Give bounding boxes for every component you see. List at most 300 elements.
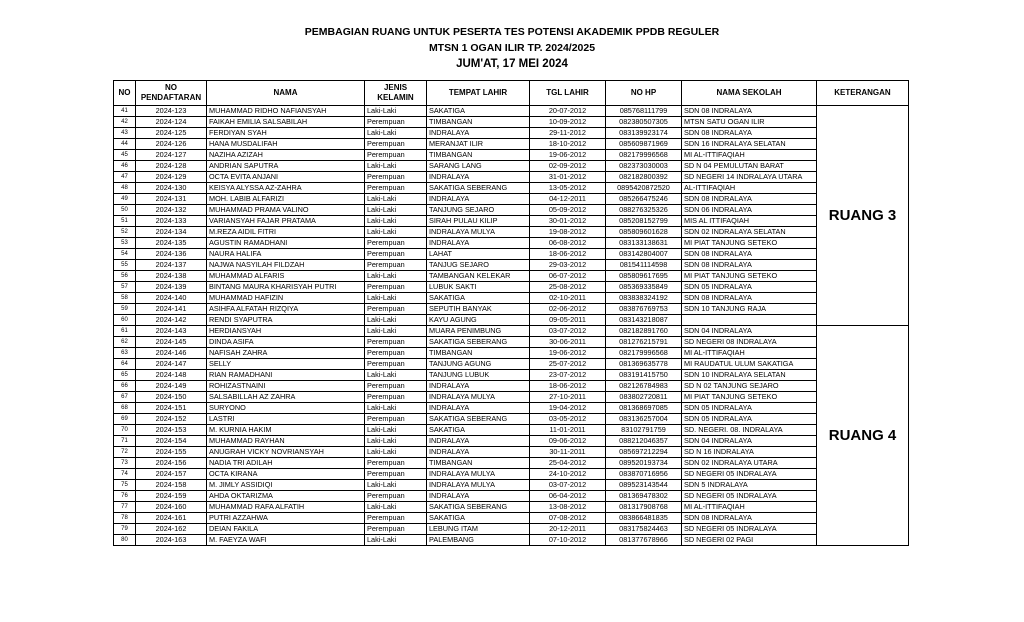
cell-nama: BINTANG MAURA KHARISYAH PUTRI [207, 282, 365, 293]
table-row [114, 414, 909, 425]
cell-jenis-kelamin: Perempuan [365, 304, 427, 315]
cell-nama: DINDA ASIFA [207, 337, 365, 348]
cell-nama-sekolah: SD N 02 TANJUNG SEJARO [682, 381, 817, 392]
cell-tgl-lahir: 05-09-2012 [530, 205, 606, 216]
table-row [114, 260, 909, 271]
cell-tgl-lahir: 29-11-2012 [530, 128, 606, 139]
cell-nama-sekolah: MI RAUDATUL ULUM SAKATIGA [682, 359, 817, 370]
cell-tgl-lahir: 20-12-2011 [530, 524, 606, 535]
cell-tgl-lahir: 30-01-2012 [530, 216, 606, 227]
cell-tgl-lahir: 09-06-2012 [530, 436, 606, 447]
cell-no-hp: 082179996568 [606, 150, 682, 161]
cell-nama-sekolah: SD NEGERI 05 INDRALAYA [682, 524, 817, 535]
cell-no-pendaftaran: 2024-124 [136, 117, 207, 128]
cell-jenis-kelamin: Laki-Laki [365, 293, 427, 304]
cell-tempat-lahir: TANJUNG AGUNG [427, 359, 530, 370]
cell-no-hp: 083143218087 [606, 315, 682, 326]
cell-no-hp: 083838324192 [606, 293, 682, 304]
cell-nama: ASIHFA ALFATAH RIZQIYA [207, 304, 365, 315]
cell-no-hp: 081317908768 [606, 502, 682, 513]
table-row [114, 491, 909, 502]
header-jenis-kelamin: JENIS KELAMIN [365, 81, 427, 106]
cell-nama: M. JIMLY ASSIDIQI [207, 480, 365, 491]
table-row [114, 337, 909, 348]
cell-nama: MUHAMMAD HAFIZIN [207, 293, 365, 304]
cell-no: 76 [114, 491, 136, 502]
cell-no-pendaftaran: 2024-127 [136, 150, 207, 161]
cell-nama-sekolah: SD NEGERI 05 INDRALAYA [682, 469, 817, 480]
cell-no: 68 [114, 403, 136, 414]
cell-tempat-lahir: TIMBANGAN [427, 150, 530, 161]
cell-no-hp: 083175824463 [606, 524, 682, 535]
cell-tempat-lahir: LEBUNG ITAM [427, 524, 530, 535]
cell-tgl-lahir: 11-01-2011 [530, 425, 606, 436]
cell-tgl-lahir: 18-06-2012 [530, 381, 606, 392]
cell-tgl-lahir: 04-12-2011 [530, 194, 606, 205]
cell-tgl-lahir: 03-05-2012 [530, 414, 606, 425]
cell-no-pendaftaran: 2024-156 [136, 458, 207, 469]
cell-jenis-kelamin: Perempuan [365, 172, 427, 183]
cell-nama: FERDIYAN SYAH [207, 128, 365, 139]
cell-no-pendaftaran: 2024-155 [136, 447, 207, 458]
cell-no: 57 [114, 282, 136, 293]
cell-tgl-lahir: 02-09-2012 [530, 161, 606, 172]
cell-no-hp: 082179996568 [606, 348, 682, 359]
cell-jenis-kelamin: Perempuan [365, 381, 427, 392]
table-row [114, 381, 909, 392]
cell-jenis-kelamin: Perempuan [365, 359, 427, 370]
cell-jenis-kelamin: Laki-Laki [365, 227, 427, 238]
cell-no-pendaftaran: 2024-162 [136, 524, 207, 535]
cell-tgl-lahir: 19-06-2012 [530, 150, 606, 161]
cell-nama-sekolah: MI PIAT TANJUNG SETEKO [682, 392, 817, 403]
cell-jenis-kelamin: Perempuan [365, 491, 427, 502]
cell-no: 61 [114, 326, 136, 337]
cell-no: 59 [114, 304, 136, 315]
cell-no: 69 [114, 414, 136, 425]
cell-nama: MUHAMMAD RAYHAN [207, 436, 365, 447]
cell-no: 53 [114, 238, 136, 249]
cell-no: 73 [114, 458, 136, 469]
cell-jenis-kelamin: Perempuan [365, 183, 427, 194]
cell-tgl-lahir: 06-07-2012 [530, 271, 606, 282]
cell-jenis-kelamin: Perempuan [365, 260, 427, 271]
cell-no-pendaftaran: 2024-136 [136, 249, 207, 260]
table-row [114, 282, 909, 293]
cell-tgl-lahir: 02-10-2011 [530, 293, 606, 304]
cell-tempat-lahir: TANJUNG LUBUK [427, 370, 530, 381]
cell-no-hp: 081368697085 [606, 403, 682, 414]
cell-no-hp: 085809601628 [606, 227, 682, 238]
room-label: RUANG 4 [817, 326, 909, 546]
cell-no-pendaftaran: 2024-152 [136, 414, 207, 425]
cell-nama: RIAN RAMADHANI [207, 370, 365, 381]
cell-no-hp: 088276325326 [606, 205, 682, 216]
table-row [114, 315, 909, 326]
cell-nama-sekolah: SD N 16 INDRALAYA [682, 447, 817, 458]
cell-no-hp: 082380507305 [606, 117, 682, 128]
cell-nama-sekolah: SDN 16 INDRALAYA SELATAN [682, 139, 817, 150]
cell-tempat-lahir: INDRALAYA [427, 238, 530, 249]
cell-no: 74 [114, 469, 136, 480]
cell-no-pendaftaran: 2024-160 [136, 502, 207, 513]
cell-tgl-lahir: 30-11-2011 [530, 447, 606, 458]
cell-jenis-kelamin: Perempuan [365, 469, 427, 480]
cell-jenis-kelamin: Laki-Laki [365, 216, 427, 227]
cell-nama: ANDRIAN SAPUTRA [207, 161, 365, 172]
cell-nama-sekolah: MI PIAT TANJUNG SETEKO [682, 238, 817, 249]
cell-no-pendaftaran: 2024-132 [136, 205, 207, 216]
cell-no-hp: 085208152799 [606, 216, 682, 227]
cell-tempat-lahir: KAYU AGUNG [427, 315, 530, 326]
cell-tgl-lahir: 13-05-2012 [530, 183, 606, 194]
cell-nama-sekolah: MI AL-ITTIFAQIAH [682, 502, 817, 513]
cell-tempat-lahir: TANJUG SEJARO [427, 260, 530, 271]
cell-nama: SELLY [207, 359, 365, 370]
cell-no: 62 [114, 337, 136, 348]
cell-no-hp: 083142804007 [606, 249, 682, 260]
table-body [114, 106, 909, 546]
cell-nama-sekolah: AL-ITTIFAQIAH [682, 183, 817, 194]
cell-no-hp: 089523143544 [606, 480, 682, 491]
cell-jenis-kelamin: Perempuan [365, 249, 427, 260]
cell-tgl-lahir: 18-10-2012 [530, 139, 606, 150]
cell-no-pendaftaran: 2024-159 [136, 491, 207, 502]
cell-nama: ROHIZASTNAINI [207, 381, 365, 392]
cell-no: 46 [114, 161, 136, 172]
cell-nama-sekolah: SDN 02 INDRALAYA UTARA [682, 458, 817, 469]
cell-jenis-kelamin: Perempuan [365, 392, 427, 403]
cell-no-hp: 088212046357 [606, 436, 682, 447]
cell-tempat-lahir: SEPUTIH BANYAK [427, 304, 530, 315]
cell-no-hp: 082182891760 [606, 326, 682, 337]
cell-tgl-lahir: 27-10-2011 [530, 392, 606, 403]
cell-jenis-kelamin: Perempuan [365, 337, 427, 348]
cell-nama: ANUGRAH VICKY NOVRIANSYAH [207, 447, 365, 458]
cell-jenis-kelamin: Laki-Laki [365, 106, 427, 117]
room-label: RUANG 3 [817, 106, 909, 326]
cell-tempat-lahir: SAKATIGA [427, 425, 530, 436]
cell-nama-sekolah [682, 315, 817, 326]
cell-jenis-kelamin: Laki-Laki [365, 447, 427, 458]
cell-no: 70 [114, 425, 136, 436]
table-row [114, 480, 909, 491]
cell-tempat-lahir: INDRALAYA [427, 381, 530, 392]
cell-no-pendaftaran: 2024-158 [136, 480, 207, 491]
cell-no-pendaftaran: 2024-157 [136, 469, 207, 480]
cell-nama: MUHAMMAD RAFA ALFATIH [207, 502, 365, 513]
table-row [114, 205, 909, 216]
cell-no-pendaftaran: 2024-154 [136, 436, 207, 447]
table-row [114, 172, 909, 183]
cell-no-pendaftaran: 2024-145 [136, 337, 207, 348]
header-tempat-lahir: TEMPAT LAHIR [427, 81, 530, 106]
title-line-3: JUM'AT, 17 MEI 2024 [456, 58, 568, 70]
cell-jenis-kelamin: Laki-Laki [365, 403, 427, 414]
cell-no: 42 [114, 117, 136, 128]
cell-no-hp: 083866481835 [606, 513, 682, 524]
cell-jenis-kelamin: Laki-Laki [365, 194, 427, 205]
table-row [114, 370, 909, 381]
table-row [114, 359, 909, 370]
cell-jenis-kelamin: Perempuan [365, 414, 427, 425]
cell-no-pendaftaran: 2024-143 [136, 326, 207, 337]
cell-no: 63 [114, 348, 136, 359]
header-no: NO [114, 81, 136, 106]
cell-jenis-kelamin: Perempuan [365, 150, 427, 161]
cell-nama: NAZIHA AZIZAH [207, 150, 365, 161]
cell-no-hp: 083139923174 [606, 128, 682, 139]
table-row [114, 106, 909, 117]
cell-tempat-lahir: SAKATIGA [427, 293, 530, 304]
cell-no-hp: 083136257004 [606, 414, 682, 425]
table-row [114, 216, 909, 227]
cell-no-pendaftaran: 2024-129 [136, 172, 207, 183]
cell-nama: NAURA HALIFA [207, 249, 365, 260]
cell-jenis-kelamin: Perempuan [365, 513, 427, 524]
cell-tgl-lahir: 02-06-2012 [530, 304, 606, 315]
cell-tempat-lahir: SAKATIGA SEBERANG [427, 414, 530, 425]
cell-tempat-lahir: INDRALAYA [427, 436, 530, 447]
cell-tempat-lahir: INDRALAYA MULYA [427, 227, 530, 238]
cell-no: 58 [114, 293, 136, 304]
cell-no-hp: 085266475246 [606, 194, 682, 205]
cell-no: 41 [114, 106, 136, 117]
cell-tempat-lahir: TIMBANGAN [427, 348, 530, 359]
cell-no-hp: 081377678966 [606, 535, 682, 546]
table-row [114, 392, 909, 403]
cell-no-pendaftaran: 2024-125 [136, 128, 207, 139]
cell-tempat-lahir: TIMBANGAN [427, 458, 530, 469]
cell-no-pendaftaran: 2024-130 [136, 183, 207, 194]
cell-no-hp: 089520193734 [606, 458, 682, 469]
cell-no: 48 [114, 183, 136, 194]
cell-tempat-lahir: INDRALAYA [427, 172, 530, 183]
document-title [0, 24, 1024, 72]
header-keterangan: KETERANGAN [817, 81, 909, 106]
cell-no-hp: 082182800392 [606, 172, 682, 183]
cell-tgl-lahir: 06-08-2012 [530, 238, 606, 249]
cell-no-pendaftaran: 2024-134 [136, 227, 207, 238]
table-row [114, 150, 909, 161]
cell-no-pendaftaran: 2024-151 [136, 403, 207, 414]
cell-tgl-lahir: 30-06-2011 [530, 337, 606, 348]
cell-nama: SURYONO [207, 403, 365, 414]
cell-no-hp: 083191415750 [606, 370, 682, 381]
cell-jenis-kelamin: Perempuan [365, 524, 427, 535]
cell-tempat-lahir: PALEMBANG [427, 535, 530, 546]
table-row [114, 425, 909, 436]
table-row [114, 183, 909, 194]
cell-nama-sekolah: SDN 05 INDRALAYA [682, 414, 817, 425]
cell-nama: MUHAMMAD RIDHO NAFIANSYAH [207, 106, 365, 117]
cell-nama-sekolah: MI AL-ITTIFAQIAH [682, 150, 817, 161]
cell-no-pendaftaran: 2024-140 [136, 293, 207, 304]
cell-no-pendaftaran: 2024-131 [136, 194, 207, 205]
cell-no-hp: 081276215791 [606, 337, 682, 348]
cell-nama: LASTRI [207, 414, 365, 425]
cell-no: 55 [114, 260, 136, 271]
table-row [114, 535, 909, 546]
table-row [114, 128, 909, 139]
header-tgl-lahir: TGL LAHIR [530, 81, 606, 106]
cell-nama: RENDI SYAPUTRA [207, 315, 365, 326]
table-row [114, 304, 909, 315]
cell-jenis-kelamin: Laki-Laki [365, 128, 427, 139]
header-no-pendaftaran: NO PENDAFTARAN [136, 81, 207, 106]
cell-jenis-kelamin: Perempuan [365, 117, 427, 128]
cell-no-hp: 083802720811 [606, 392, 682, 403]
cell-no-pendaftaran: 2024-141 [136, 304, 207, 315]
cell-nama-sekolah: SDN 08 INDRALAYA [682, 194, 817, 205]
cell-tempat-lahir: INDRALAYA [427, 128, 530, 139]
cell-jenis-kelamin: Laki-Laki [365, 161, 427, 172]
cell-tgl-lahir: 07-08-2012 [530, 513, 606, 524]
cell-no: 66 [114, 381, 136, 392]
table-row [114, 194, 909, 205]
cell-nama: M.REZA AIDIL FITRI [207, 227, 365, 238]
cell-nama-sekolah: SDN 10 TANJUNG RAJA [682, 304, 817, 315]
cell-no-hp: 081369635778 [606, 359, 682, 370]
cell-no-hp: 085369335849 [606, 282, 682, 293]
cell-tgl-lahir: 25-07-2012 [530, 359, 606, 370]
table-row [114, 227, 909, 238]
cell-tempat-lahir: SARANG LANG [427, 161, 530, 172]
cell-nama: OCTA KIRANA [207, 469, 365, 480]
cell-nama-sekolah: SDN 04 INDRALAYA [682, 436, 817, 447]
cell-nama: OCTA EVITA ANJANI [207, 172, 365, 183]
cell-jenis-kelamin: Perempuan [365, 458, 427, 469]
header-no-hp: NO HP [606, 81, 682, 106]
cell-nama: NAFISAH ZAHRA [207, 348, 365, 359]
cell-nama-sekolah: MI AL-ITTIFAQIAH [682, 348, 817, 359]
cell-tgl-lahir: 13-08-2012 [530, 502, 606, 513]
cell-nama-sekolah: SDN 02 INDRALAYA SELATAN [682, 227, 817, 238]
title-line-1: PEMBAGIAN RUANG UNTUK PESERTA TES POTENSI AKADEMIK PPDB REGULER [304, 26, 720, 38]
cell-nama-sekolah: SDN 05 INDRALAYA [682, 403, 817, 414]
cell-nama-sekolah: SDN 04 INDRALAYA [682, 326, 817, 337]
cell-no: 72 [114, 447, 136, 458]
cell-nama-sekolah: MIS AL ITTIFAQIAH [682, 216, 817, 227]
cell-tempat-lahir: TIMBANGAN [427, 117, 530, 128]
table-row [114, 502, 909, 513]
cell-no-pendaftaran: 2024-147 [136, 359, 207, 370]
cell-no: 71 [114, 436, 136, 447]
cell-no: 45 [114, 150, 136, 161]
cell-no: 54 [114, 249, 136, 260]
cell-no-pendaftaran: 2024-128 [136, 161, 207, 172]
table-row [114, 161, 909, 172]
cell-tempat-lahir: SAKATIGA SEBERANG [427, 337, 530, 348]
cell-jenis-kelamin: Perempuan [365, 238, 427, 249]
cell-no-pendaftaran: 2024-126 [136, 139, 207, 150]
cell-jenis-kelamin: Laki-Laki [365, 326, 427, 337]
cell-jenis-kelamin: Laki-Laki [365, 271, 427, 282]
cell-no-hp: 085809617695 [606, 271, 682, 282]
title-line-2: MTSN 1 OGAN ILIR TP. 2024/2025 [428, 42, 596, 54]
cell-nama: AHDA OKTARIZMA [207, 491, 365, 502]
cell-jenis-kelamin: Laki-Laki [365, 502, 427, 513]
cell-tgl-lahir: 23-07-2012 [530, 370, 606, 381]
cell-tempat-lahir: MERANJAT ILIR [427, 139, 530, 150]
cell-tempat-lahir: INDRALAYA MULYA [427, 469, 530, 480]
cell-no: 79 [114, 524, 136, 535]
cell-no: 52 [114, 227, 136, 238]
cell-nama: PUTRI AZZAHWA [207, 513, 365, 524]
cell-no-pendaftaran: 2024-137 [136, 260, 207, 271]
cell-tgl-lahir: 29-03-2012 [530, 260, 606, 271]
cell-nama: M. KURNIA HAKIM [207, 425, 365, 436]
cell-nama: VARIANSYAH FAJAR PRATAMA [207, 216, 365, 227]
cell-no: 43 [114, 128, 136, 139]
cell-jenis-kelamin: Laki-Laki [365, 436, 427, 447]
cell-no-pendaftaran: 2024-148 [136, 370, 207, 381]
cell-no: 67 [114, 392, 136, 403]
cell-tgl-lahir: 24-10-2012 [530, 469, 606, 480]
cell-nama: SALSABILLAH AZ ZAHRA [207, 392, 365, 403]
table-row [114, 249, 909, 260]
cell-nama: MOH. LABIB ALFARIZI [207, 194, 365, 205]
cell-jenis-kelamin: Laki-Laki [365, 425, 427, 436]
table-row [114, 447, 909, 458]
table-row [114, 436, 909, 447]
table-row [114, 271, 909, 282]
cell-no-pendaftaran: 2024-149 [136, 381, 207, 392]
cell-nama: NADIA TRI ADILAH [207, 458, 365, 469]
cell-jenis-kelamin: Laki-Laki [365, 480, 427, 491]
cell-nama-sekolah: MTSN SATU OGAN ILIR [682, 117, 817, 128]
cell-tgl-lahir: 25-04-2012 [530, 458, 606, 469]
cell-tempat-lahir: SIRAH PULAU KILIP [427, 216, 530, 227]
cell-no: 44 [114, 139, 136, 150]
cell-nama: MUHAMMAD PRAMA VALINO [207, 205, 365, 216]
cell-nama: AGUSTIN RAMADHANI [207, 238, 365, 249]
cell-tempat-lahir: TAMBANGAN KELEKAR [427, 271, 530, 282]
cell-tempat-lahir: INDRALAYA [427, 403, 530, 414]
cell-tgl-lahir: 06-04-2012 [530, 491, 606, 502]
cell-no: 60 [114, 315, 136, 326]
cell-nama: HERDIANSYAH [207, 326, 365, 337]
cell-nama-sekolah: SD NEGERI 08 INDRALAYA [682, 337, 817, 348]
cell-no: 78 [114, 513, 136, 524]
room-assignment-table [113, 80, 909, 546]
cell-no-hp: 081369478302 [606, 491, 682, 502]
cell-no-pendaftaran: 2024-139 [136, 282, 207, 293]
cell-nama: MUHAMMAD ALFARIS [207, 271, 365, 282]
cell-no-hp: 083870716956 [606, 469, 682, 480]
cell-nama-sekolah: SDN 05 INDRALAYA [682, 282, 817, 293]
cell-nama-sekolah: SDN 06 INDRALAYA [682, 205, 817, 216]
cell-nama-sekolah: SDN 08 INDRALAYA [682, 249, 817, 260]
cell-no: 64 [114, 359, 136, 370]
cell-no-hp: 081541114598 [606, 260, 682, 271]
cell-no: 75 [114, 480, 136, 491]
table-row [114, 293, 909, 304]
cell-jenis-kelamin: Perempuan [365, 139, 427, 150]
cell-tempat-lahir: MUARA PENIMBUNG [427, 326, 530, 337]
cell-tempat-lahir: SAKATIGA SEBERANG [427, 183, 530, 194]
cell-jenis-kelamin: Perempuan [365, 348, 427, 359]
table-row [114, 348, 909, 359]
cell-no: 80 [114, 535, 136, 546]
cell-no-pendaftaran: 2024-123 [136, 106, 207, 117]
cell-tempat-lahir: SAKATIGA [427, 513, 530, 524]
cell-nama: DEIAN FAKILA [207, 524, 365, 535]
cell-no-hp: 0895420872520 [606, 183, 682, 194]
cell-no-hp: 085768111799 [606, 106, 682, 117]
cell-tempat-lahir: TANJUNG SEJARO [427, 205, 530, 216]
cell-no: 50 [114, 205, 136, 216]
